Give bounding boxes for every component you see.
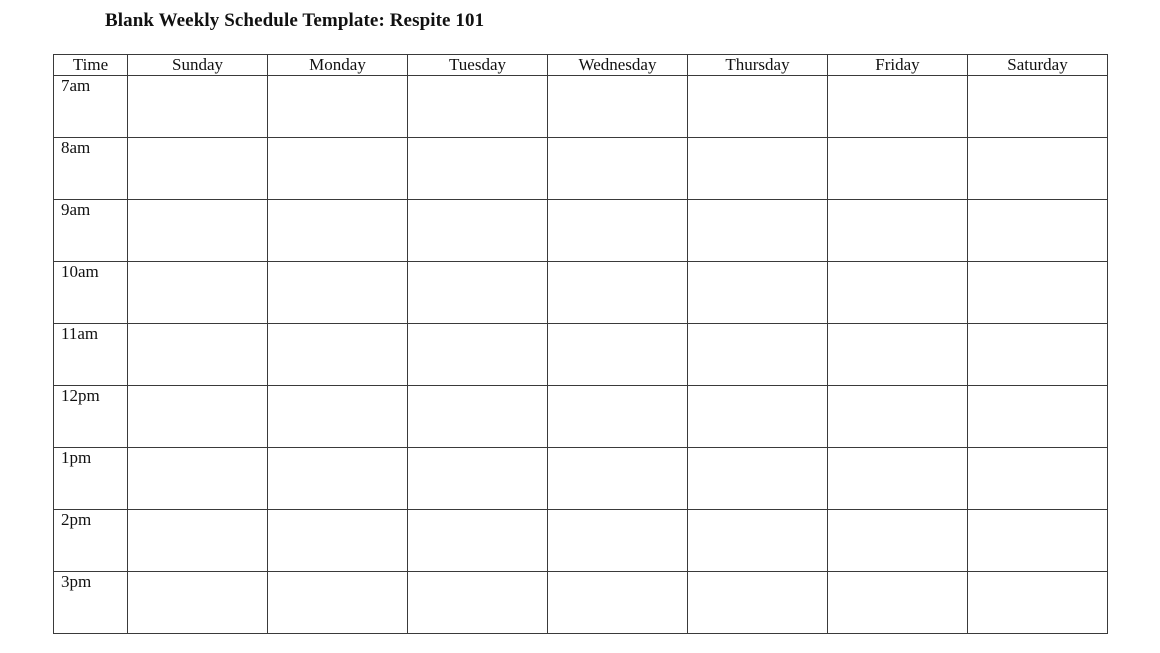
time-slot-label: 9am	[54, 200, 128, 262]
schedule-cell	[688, 138, 828, 200]
schedule-body	[54, 76, 1108, 634]
schedule-cell	[268, 76, 408, 138]
schedule-cell	[828, 262, 968, 324]
schedule-cell	[828, 572, 968, 634]
time-slot-label: 3pm	[54, 572, 128, 634]
time-slot-label: 1pm	[54, 448, 128, 510]
schedule-cell	[688, 386, 828, 448]
schedule-cell	[408, 262, 548, 324]
column-header-thursday: Thursday	[688, 55, 828, 76]
column-header-saturday: Saturday	[968, 55, 1108, 76]
table-row	[54, 572, 1108, 634]
schedule-cell	[128, 448, 268, 510]
schedule-cell	[548, 200, 688, 262]
schedule-cell	[408, 572, 548, 634]
schedule-cell	[828, 200, 968, 262]
schedule-cell	[968, 200, 1108, 262]
schedule-cell	[268, 510, 408, 572]
column-header-monday: Monday	[268, 55, 408, 76]
schedule-cell	[128, 262, 268, 324]
schedule-cell	[408, 324, 548, 386]
time-slot-label: 10am	[54, 262, 128, 324]
schedule-cell	[408, 448, 548, 510]
header-row	[54, 55, 1108, 76]
schedule-cell	[128, 200, 268, 262]
schedule-cell	[968, 572, 1108, 634]
schedule-cell	[968, 138, 1108, 200]
schedule-cell	[268, 324, 408, 386]
time-slot-label: 12pm	[54, 386, 128, 448]
schedule-cell	[828, 138, 968, 200]
weekly-schedule-table	[53, 54, 1108, 634]
table-row	[54, 448, 1108, 510]
schedule-cell	[548, 510, 688, 572]
schedule-cell	[268, 200, 408, 262]
schedule-cell	[408, 386, 548, 448]
table-row	[54, 324, 1108, 386]
schedule-cell	[408, 76, 548, 138]
table-row	[54, 76, 1108, 138]
page-title: Blank Weekly Schedule Template: Respite 101	[105, 10, 485, 31]
schedule-cell	[128, 572, 268, 634]
schedule-cell	[828, 510, 968, 572]
schedule-cell	[408, 200, 548, 262]
schedule-cell	[828, 448, 968, 510]
table-row	[54, 200, 1108, 262]
schedule-cell	[268, 572, 408, 634]
table-row	[54, 138, 1108, 200]
schedule-cell	[828, 76, 968, 138]
schedule-cell	[268, 262, 408, 324]
schedule-cell	[968, 510, 1108, 572]
table-row	[54, 510, 1108, 572]
schedule-cell	[688, 324, 828, 386]
schedule-cell	[548, 324, 688, 386]
time-slot-label: 2pm	[54, 510, 128, 572]
schedule-cell	[548, 138, 688, 200]
schedule-cell	[128, 76, 268, 138]
schedule-cell	[828, 324, 968, 386]
schedule-cell	[968, 448, 1108, 510]
schedule-cell	[688, 76, 828, 138]
schedule-cell	[128, 510, 268, 572]
schedule-cell	[128, 324, 268, 386]
schedule-cell	[268, 448, 408, 510]
table-row	[54, 386, 1108, 448]
schedule-cell	[688, 572, 828, 634]
schedule-cell	[408, 138, 548, 200]
time-slot-label: 7am	[54, 76, 128, 138]
column-header-friday: Friday	[828, 55, 968, 76]
time-slot-label: 8am	[54, 138, 128, 200]
schedule-cell	[548, 572, 688, 634]
table-row	[54, 262, 1108, 324]
schedule-cell	[688, 262, 828, 324]
schedule-cell	[968, 76, 1108, 138]
schedule-cell	[408, 510, 548, 572]
schedule-cell	[968, 386, 1108, 448]
schedule-cell	[128, 138, 268, 200]
schedule-cell	[128, 386, 268, 448]
schedule-cell	[688, 448, 828, 510]
schedule-cell	[968, 324, 1108, 386]
schedule-cell	[548, 76, 688, 138]
schedule-cell	[548, 262, 688, 324]
schedule-cell	[548, 448, 688, 510]
schedule-cell	[548, 386, 688, 448]
column-header-wednesday: Wednesday	[548, 55, 688, 76]
schedule-cell	[268, 386, 408, 448]
schedule-cell	[828, 386, 968, 448]
column-header-time: Time	[54, 55, 128, 76]
schedule-cell	[968, 262, 1108, 324]
schedule-cell	[688, 510, 828, 572]
schedule-cell	[268, 138, 408, 200]
time-slot-label: 11am	[54, 324, 128, 386]
schedule-cell	[688, 200, 828, 262]
column-header-tuesday: Tuesday	[408, 55, 548, 76]
column-header-sunday: Sunday	[128, 55, 268, 76]
